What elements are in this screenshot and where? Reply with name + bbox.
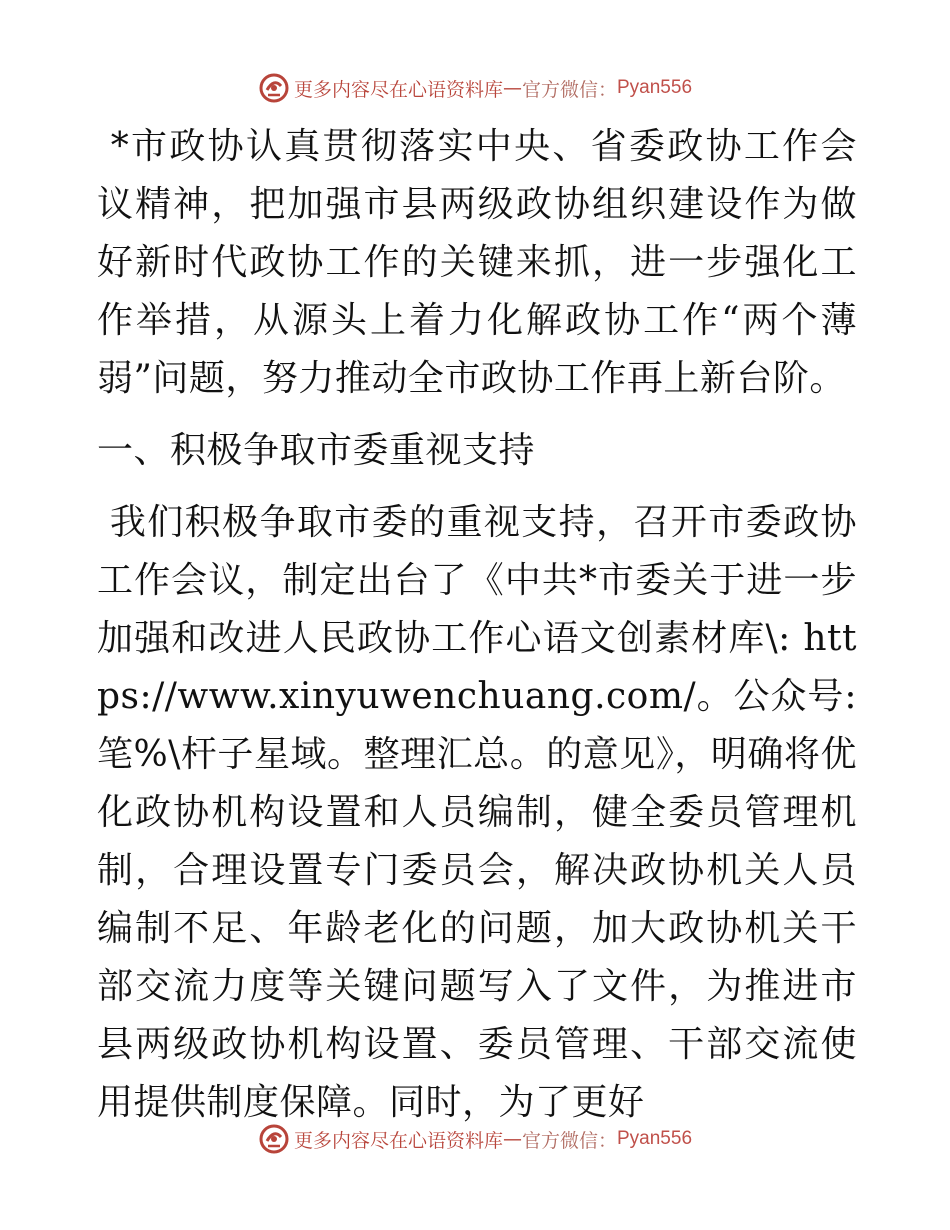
body-paragraph: 我们积极争取市委的重视支持，召开市委政协工作会议，制定出台了《中共*市委关于进一步加强和改进人民政协工作心语文创素材库\: https://www.xinyuwenchuang.com/。公众号: 笔%\杆子星域。整理汇总。的意见》，明确将优化政协机构设置和人员编制，健全委员管理机制，合理设置专门委员会，解决政协机关人员编制不足、年龄老化的问题，加大政协机关干部交流力度等关键问题写入了文件，为推进市县两级政协机构设置、委员管理、干部交流使用提供制度保障。同时，为了更好 — [97, 502, 869, 1123]
banner-dash: — — [502, 77, 522, 99]
wechat-label: 官方微信： — [521, 1129, 617, 1152]
intro-paragraph: *市政协认真贯彻落实中央、省委政协工作会议精神，把加强市县两级政协组织建设作为做好新时代政协工作的关键来抓，进一步强化工作举措，从源头上着力化解政协工作“两个薄弱”问题，努力推动全市政协工作再上新台阶。 — [97, 126, 857, 399]
footer-banner — [0, 1119, 950, 1159]
wechat-id: Pyan556 — [617, 1128, 693, 1149]
wechat-id: Pyan556 — [617, 77, 693, 98]
banner-text: 更多内容尽在心语资料库 — [293, 78, 503, 101]
header-banner — [0, 68, 950, 108]
banner-dash: — — [502, 1128, 522, 1150]
spiral-book-logo-icon — [258, 1123, 290, 1155]
spiral-book-logo-icon — [258, 72, 290, 104]
wechat-label: 官方微信： — [521, 78, 617, 101]
banner-text: 更多内容尽在心语资料库 — [293, 1129, 503, 1152]
document-body — [97, 118, 869, 1132]
section-heading: 一、积极争取市委重视支持 — [97, 430, 536, 471]
